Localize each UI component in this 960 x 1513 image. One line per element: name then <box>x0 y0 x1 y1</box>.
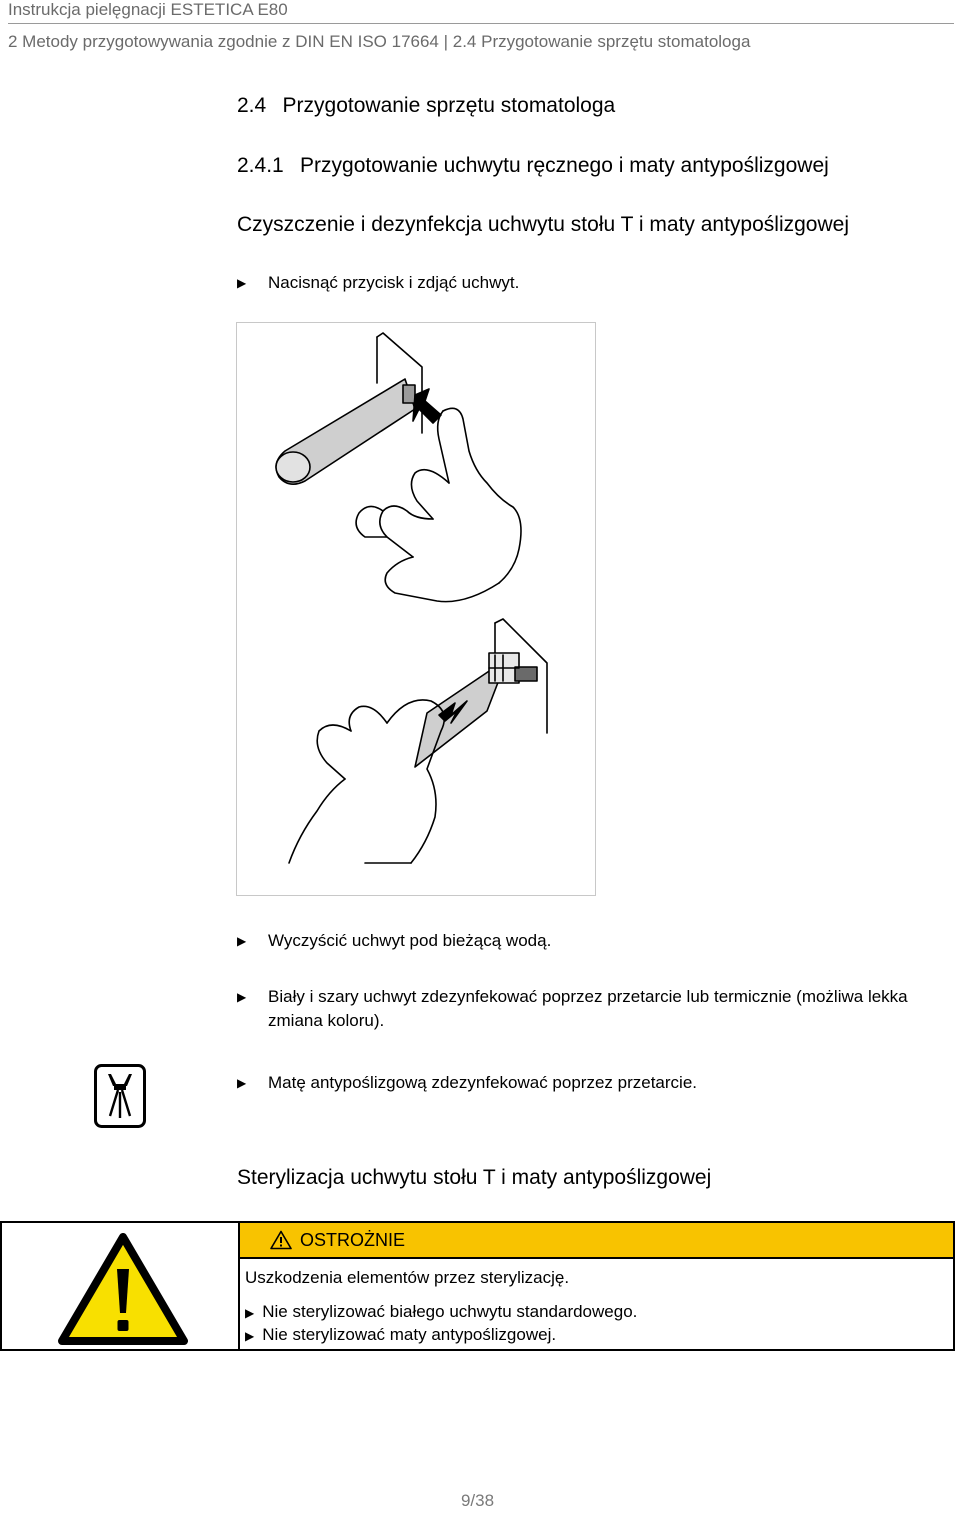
page-number: 9/38 <box>460 1491 495 1510</box>
warning-item-text: Nie sterylizować białego uchwytu standardowego. <box>262 1302 638 1321</box>
cleaning-title: Czyszczenie i dezynfekcja uchwytu stołu T i maty antypoślizgowej <box>237 213 849 236</box>
warning-symbol-cell <box>2 1223 240 1349</box>
warning-item <box>245 1325 556 1345</box>
wipe-disinfection-icon <box>94 1064 146 1133</box>
step-item <box>237 271 957 295</box>
triangle-right-icon: ▶ <box>237 990 247 1004</box>
sterilization-title: Sterylizacja uchwytu stołu T i maty antypoślizgowej <box>237 1166 712 1189</box>
step-item <box>237 929 957 953</box>
handle-removal-drawing <box>237 323 595 895</box>
subsection-heading: 2.4.1 Przygotowanie uchwytu ręcznego i maty antypoślizgowej <box>237 154 829 177</box>
triangle-right-icon: ▶ <box>237 1076 247 1090</box>
warning-item <box>245 1302 637 1322</box>
step-text: Nacisnąć przycisk i zdjąć uchwyt. <box>268 273 520 292</box>
handle-removal-illustration <box>236 322 596 896</box>
warning-box <box>0 1221 955 1351</box>
warning-content <box>240 1223 953 1349</box>
triangle-right-icon: ▶ <box>237 276 247 290</box>
step-text: Biały i szary uchwyt zdezynfekować poprzez przetarcie lub termicznie (możliwa lekka zmiana koloru). <box>268 987 908 1030</box>
small-warning-icon <box>270 1230 292 1250</box>
step-item <box>237 1071 957 1095</box>
triangle-right-icon: ▶ <box>237 934 247 948</box>
section-heading: 2.4 Przygotowanie sprzętu stomatologa <box>237 94 616 117</box>
step-text: Matę antypoślizgową zdezynfekować poprzez przetarcie. <box>268 1073 697 1092</box>
warning-item-text: Nie sterylizować maty antypoślizgowej. <box>262 1325 557 1344</box>
warning-label: OSTROŻNIE <box>300 1229 406 1250</box>
document-title: Instrukcja pielęgnacji ESTETICA E80 <box>8 0 288 19</box>
breadcrumb: 2 Metody przygotowywania zgodnie z DIN EN ISO 17664 | 2.4 Przygotowanie sprzętu stomatologa <box>8 32 751 51</box>
warning-signal-band <box>240 1223 953 1259</box>
warning-triangle-icon <box>58 1233 188 1345</box>
triangle-right-icon: ▶ <box>245 1329 255 1343</box>
step-text: Wyczyścić uchwyt pod bieżącą wodą. <box>268 931 552 950</box>
step-item <box>237 985 957 1033</box>
triangle-right-icon: ▶ <box>245 1306 255 1320</box>
header-divider <box>8 23 954 24</box>
warning-heading: Uszkodzenia elementów przez sterylizację. <box>245 1268 570 1287</box>
